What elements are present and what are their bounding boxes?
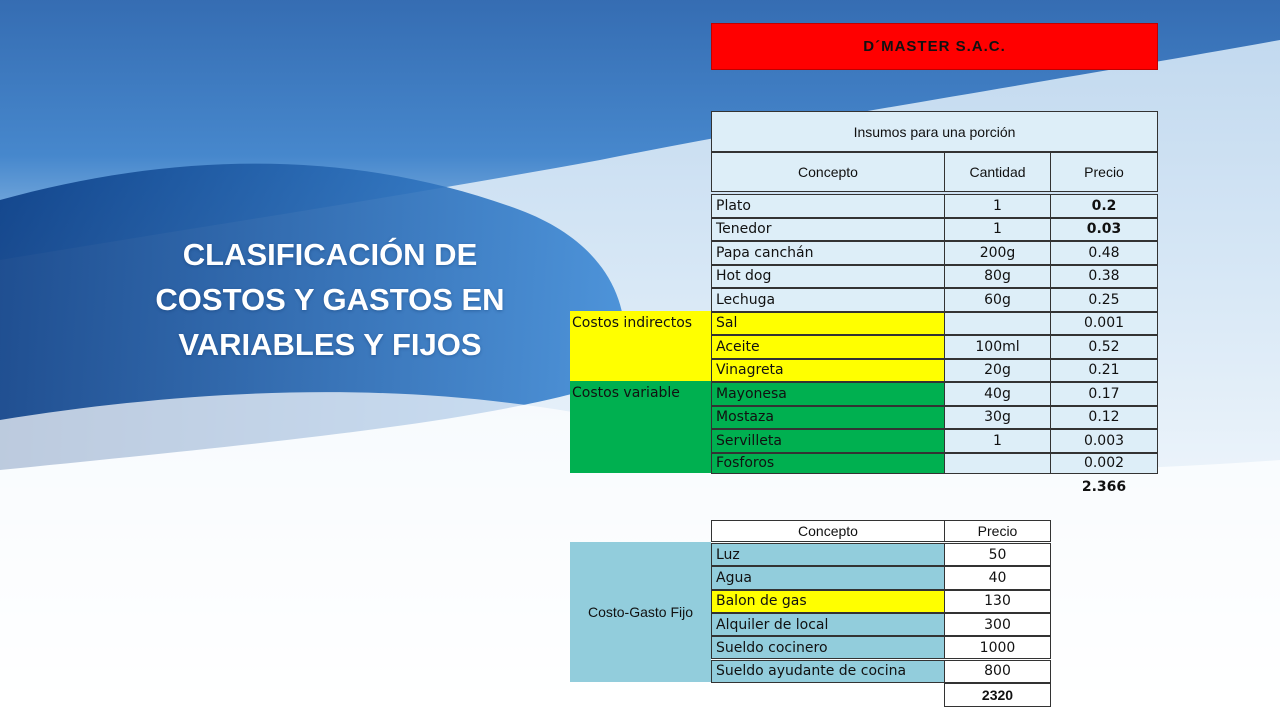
row-precio: 0.12: [1050, 406, 1158, 430]
row-precio: 0.52: [1050, 335, 1158, 359]
fijo-concepto: Sueldo cocinero: [711, 636, 945, 659]
row-concepto: Hot dog: [711, 265, 945, 289]
row-cantidad: 60g: [944, 288, 1051, 312]
row-concepto: Papa canchán: [711, 241, 945, 265]
row-cantidad: [944, 312, 1051, 336]
row-precio: 0.002: [1050, 453, 1158, 474]
row-precio: 0.17: [1050, 382, 1158, 406]
row-cantidad: 80g: [944, 265, 1051, 289]
row-cantidad: 200g: [944, 241, 1051, 265]
row-concepto: Tenedor: [711, 218, 945, 242]
row-cantidad: [944, 453, 1051, 474]
fijo-precio: 300: [944, 613, 1051, 636]
row-cantidad: 1: [944, 218, 1051, 242]
fijo-precio: 800: [944, 660, 1051, 683]
fijo-precio: 50: [944, 543, 1051, 566]
row-concepto: Vinagreta: [711, 359, 945, 383]
row-concepto: Fosforos: [711, 453, 945, 474]
fijo-precio: 40: [944, 566, 1051, 589]
column-header-cantidad: Cantidad: [944, 152, 1051, 192]
title-line-2: COSTOS Y GASTOS EN: [155, 282, 505, 317]
fijo-concepto: Luz: [711, 543, 945, 566]
group-costo-gasto-fijo: Costo-Gasto Fijo: [570, 542, 711, 682]
insumos-header: Insumos para una porción: [711, 111, 1158, 152]
column-header-concepto: Concepto: [711, 152, 945, 192]
row-concepto: Aceite: [711, 335, 945, 359]
column-header-precio: Precio: [1050, 152, 1158, 192]
row-precio: 0.2: [1050, 194, 1158, 218]
fijos-header-precio: Precio: [944, 520, 1051, 542]
insumos-total: 2.366: [1081, 479, 1127, 495]
row-precio: 0.25: [1050, 288, 1158, 312]
row-precio: 0.38: [1050, 265, 1158, 289]
fijos-total: 2320: [944, 683, 1051, 707]
fijo-concepto: Alquiler de local: [711, 613, 945, 636]
row-precio: 0.03: [1050, 218, 1158, 242]
row-concepto: Sal: [711, 312, 945, 336]
group-costos-variable: Costos variable: [570, 381, 711, 473]
row-precio: 0.001: [1050, 312, 1158, 336]
row-precio: 0.48: [1050, 241, 1158, 265]
fijo-concepto: Balon de gas: [711, 590, 945, 613]
row-precio: 0.21: [1050, 359, 1158, 383]
row-cantidad: 30g: [944, 406, 1051, 430]
fijo-precio: 1000: [944, 636, 1051, 659]
row-concepto: Lechuga: [711, 288, 945, 312]
row-cantidad: 20g: [944, 359, 1051, 383]
row-precio: 0.003: [1050, 429, 1158, 453]
row-concepto: Servilleta: [711, 429, 945, 453]
row-cantidad: 100ml: [944, 335, 1051, 359]
group-costos-indirectos: Costos indirectos: [570, 311, 711, 381]
fijos-header-concepto: Concepto: [711, 520, 945, 542]
row-concepto: Mayonesa: [711, 382, 945, 406]
company-banner: D´MASTER S.A.C.: [711, 23, 1158, 70]
row-cantidad: 40g: [944, 382, 1051, 406]
row-concepto: Mostaza: [711, 406, 945, 430]
row-concepto: Plato: [711, 194, 945, 218]
fijo-concepto: Sueldo ayudante de cocina: [711, 660, 945, 683]
title-line-3: VARIABLES Y FIJOS: [178, 327, 482, 362]
slide-title: [120, 232, 540, 367]
fijo-precio: 130: [944, 590, 1051, 613]
row-cantidad: 1: [944, 194, 1051, 218]
fijo-concepto: Agua: [711, 566, 945, 589]
row-cantidad: 1: [944, 429, 1051, 453]
title-line-1: CLASIFICACIÓN DE: [182, 237, 478, 272]
